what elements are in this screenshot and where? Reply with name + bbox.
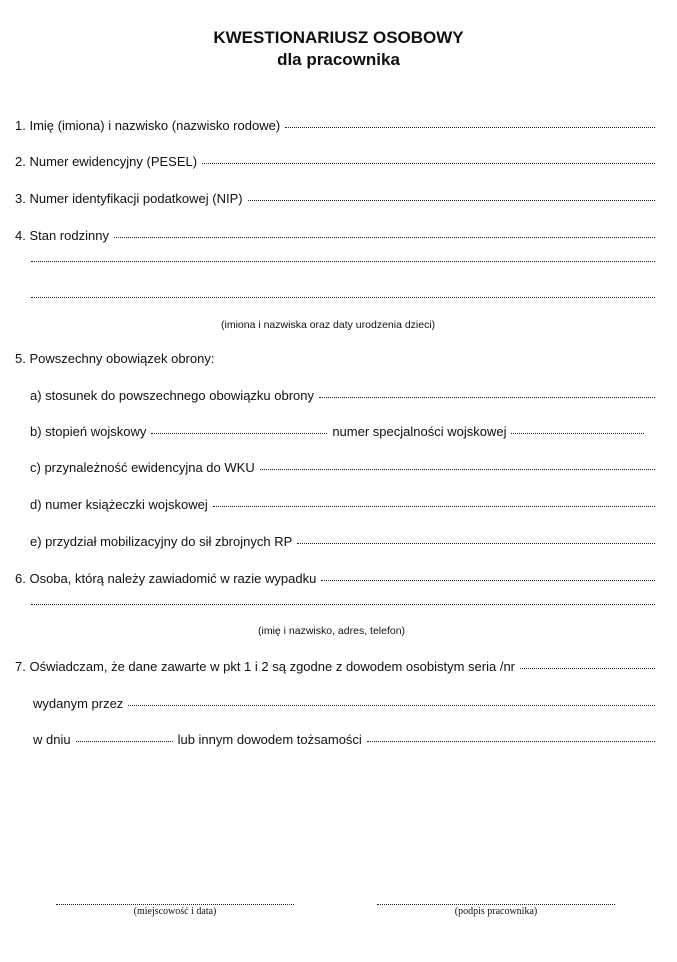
defense-e-line[interactable] xyxy=(297,542,655,544)
defense-e-label: e) przydział mobilizacyjny do sił zbrojnych RP xyxy=(30,534,293,549)
emergency-contact-extra-line[interactable] xyxy=(31,603,655,605)
defense-d-row xyxy=(30,497,655,515)
defense-c-label: c) przynależność ewidencyjna do WKU xyxy=(30,460,255,475)
field-marital-label: 4. Stan rodzinny xyxy=(15,228,109,243)
other-id-label: lub innym dowodem tożsamości xyxy=(177,732,362,747)
issue-date-row xyxy=(33,732,655,750)
field-marital-extra-row xyxy=(31,262,655,280)
field-marital-extra-line-1[interactable] xyxy=(31,260,655,262)
issue-date-line[interactable] xyxy=(76,740,173,742)
field-children-caption: (imiona i nazwiska oraz daty urodzenia dzieci) xyxy=(221,319,436,331)
field-pesel-row xyxy=(15,154,655,172)
issued-by-label: wydanym przez xyxy=(33,696,124,711)
defense-b-row xyxy=(30,424,644,442)
field-nip-line[interactable] xyxy=(248,199,655,201)
signature-caption: (podpis pracownika) xyxy=(454,906,538,917)
place-date-line[interactable] xyxy=(56,890,294,905)
emergency-contact-caption: (imię i nazwisko, adres, telefon) xyxy=(258,625,406,637)
emergency-contact-row xyxy=(15,571,655,589)
defense-b-rank-line[interactable] xyxy=(151,432,327,434)
declaration-id-line[interactable] xyxy=(520,667,655,669)
field-name-row xyxy=(15,118,655,136)
defense-a-row xyxy=(30,388,655,406)
issue-date-label: w dniu xyxy=(33,732,71,747)
field-children-line[interactable] xyxy=(31,296,655,298)
other-id-line[interactable] xyxy=(367,740,655,742)
issued-by-row xyxy=(33,696,655,714)
defense-a-line[interactable] xyxy=(319,396,655,398)
field-pesel-line[interactable] xyxy=(202,162,655,164)
emergency-contact-label: 6. Osoba, którą należy zawiadomić w razie wypadku xyxy=(15,571,317,586)
defense-heading: 5. Powszechny obowiązek obrony: xyxy=(15,351,215,366)
issued-by-line[interactable] xyxy=(128,704,655,706)
defense-b-specialty-label: numer specjalności wojskowej xyxy=(332,424,507,439)
signature-line[interactable] xyxy=(377,890,615,905)
field-nip-label: 3. Numer identyfikacji podatkowej (NIP) xyxy=(15,191,243,206)
emergency-contact-line[interactable] xyxy=(321,579,655,581)
field-name-line[interactable] xyxy=(285,126,655,128)
defense-c-line[interactable] xyxy=(260,468,655,470)
defense-b-label: b) stopień wojskowy xyxy=(30,424,147,439)
field-children-row xyxy=(31,298,655,316)
field-marital-line[interactable] xyxy=(114,236,655,238)
defense-e-row xyxy=(30,534,655,552)
defense-b-specialty-line[interactable] xyxy=(511,432,644,434)
place-date-caption: (miejscowość i data) xyxy=(133,906,217,917)
declaration-row xyxy=(15,659,655,677)
defense-a-label: a) stosunek do powszechnego obowiązku obrony xyxy=(30,388,315,403)
field-marital-row xyxy=(15,228,655,246)
emergency-contact-extra-row xyxy=(31,605,655,623)
field-name-label: 1. Imię (imiona) i nazwisko (nazwisko rodowe) xyxy=(15,118,281,133)
defense-d-label: d) numer książeczki wojskowej xyxy=(30,497,208,512)
form-subtitle: dla pracownika xyxy=(277,50,400,69)
field-pesel-label: 2. Numer ewidencyjny (PESEL) xyxy=(15,154,198,169)
defense-heading-row xyxy=(15,351,655,369)
form-title: KWESTIONARIUSZ OSOBOWY xyxy=(213,28,464,47)
declaration-label: 7. Oświadczam, że dane zawarte w pkt 1 i 2 są zgodne z dowodem osobistym seria /nr xyxy=(15,659,516,674)
field-nip-row xyxy=(15,191,655,209)
defense-d-line[interactable] xyxy=(213,505,655,507)
defense-c-row xyxy=(30,460,655,478)
